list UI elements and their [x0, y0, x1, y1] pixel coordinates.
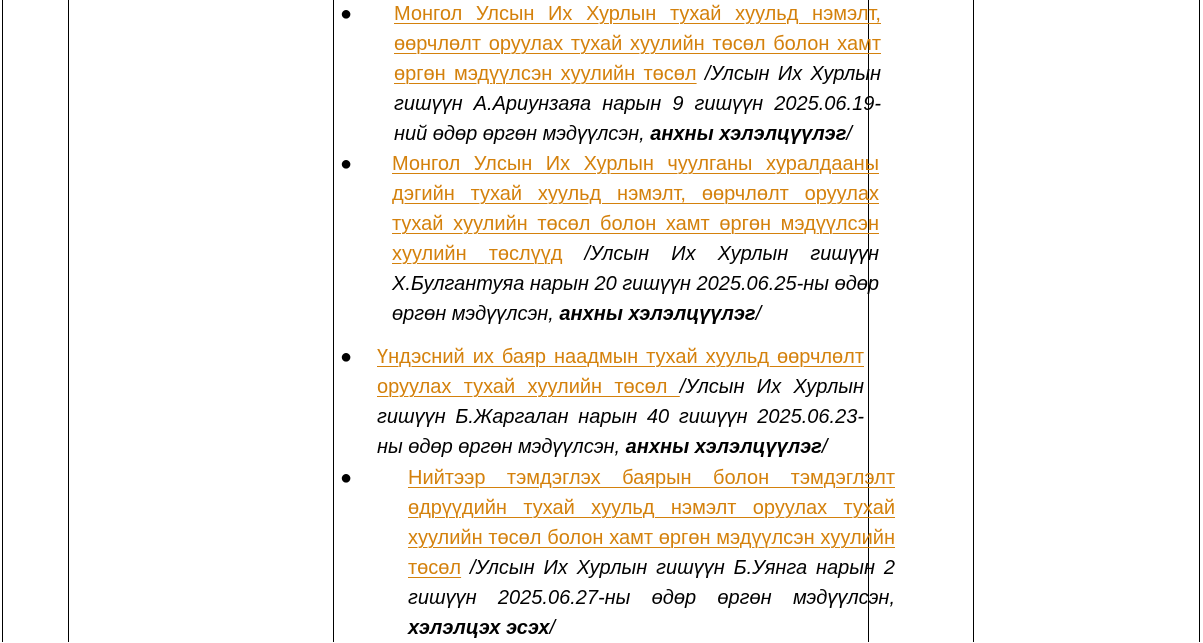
bill-link[interactable]: Монгол Улсын Их Хурлын тухай хуульд нэмэлт, өөрчлөлт оруулах тухай хуулийн төсөл болон хамт өргөн мэдүүлсэн хуулийн төсөл: [394, 3, 881, 85]
bill-paragraph: [372, 342, 864, 462]
bill-close: /: [549, 617, 556, 639]
bullet-icon: ●: [340, 467, 353, 489]
bill-paragraph: [372, 149, 879, 329]
bill-link[interactable]: Үндэсний их баяр наадмын тухай хуульд өөрчлөлт оруулах тухай хуулийн төсөл: [377, 346, 864, 398]
bill-status: хэлэлцэх эсэх: [408, 617, 550, 639]
bill-paragraph: [372, 0, 881, 149]
bullet-icon: ●: [340, 153, 353, 175]
bill-link[interactable]: Нийтээр тэмдэглэх баярын болон тэмдэглэлт өдрүүдийн тухай хуульд нэмэлт оруулах тухай хуулийн төсөл болон хамт өргөн мэдүүлсэн хуулийн төсөл: [408, 467, 895, 579]
bill-close: /: [846, 123, 852, 145]
bill-sponsor: /Улсын Их Хурлын гишүүн Б.Уянга нарын 2 гишүүн 2025.06.27-ны өдөр өргөн мэдүүлсэн,: [408, 557, 895, 609]
bill-status: анхны хэлэлцүүлэг: [559, 303, 756, 325]
bill-status: анхны хэлэлцүүлэг: [625, 436, 822, 458]
bullet-icon: ●: [340, 3, 353, 25]
bill-sponsor: /Улсын Их Хурлын гишүүн Б.Жаргалан нарын 40 гишүүн 2025.06.23-ны өдөр өргөн мэдүүлсэн,: [377, 376, 864, 458]
table-border-left: [2, 0, 3, 642]
bullet-icon: ●: [340, 346, 353, 368]
bill-sponsor: /Улсын Их Хурлын гишүүн А.Ариунзаяа нарын 9 гишүүн 2025.06.19-ний өдөр өргөн мэдүүлсэн,: [394, 63, 882, 145]
bill-status: анхны хэлэлцүүлэг: [650, 123, 847, 145]
table-border-col4: [973, 0, 974, 642]
bill-sponsor: /Улсын Их Хурлын гишүүн Х.Булгантуяа нарын 20 гишүүн 2025.06.25-ны өдөр өргөн мэдүүлсэн,: [392, 243, 879, 325]
agenda-cell: [334, 0, 895, 642]
table-border-col1: [68, 0, 69, 642]
table-border-right: [1199, 0, 1200, 642]
bill-paragraph: [372, 463, 895, 643]
bill-close: /: [821, 436, 828, 458]
bill-link[interactable]: Монгол Улсын Их Хурлын чуулганы хуралдааны дэгийн тухай хуульд нэмэлт, өөрчлөлт оруулах тухай хуулийн төсөл болон хамт өргөн мэдүүлсэн хуулийн төслүүд: [392, 153, 879, 265]
bill-close: /: [755, 303, 762, 325]
